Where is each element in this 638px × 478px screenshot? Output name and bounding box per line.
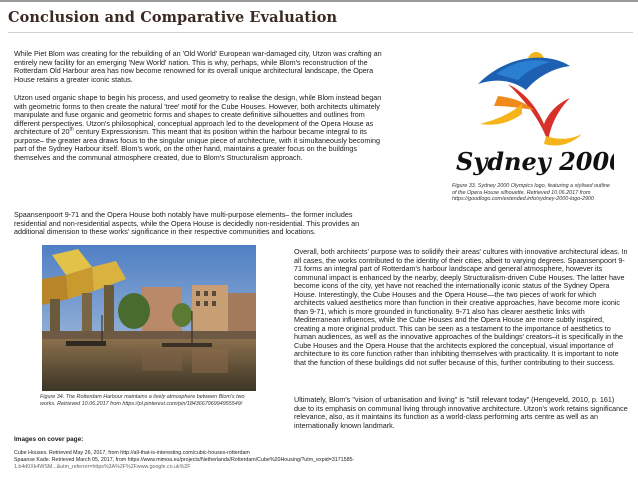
cover-image-reference: Cube Houses. Retrieved May 26, 2017, from http://all-that-is-interesting.com/cubic-houses-rotterdam [14,450,250,456]
paragraph-approach-text-cont: century Expressionism. This meant that its position within the harbour became integral to its purpose– the greater area draws focus to the singular unique piece of architecture, with it simultaneously becoming part of the Sydney Harbour itself. Blom's work, on the other hand, maintains a greater focus on the buildings themselves and the communal atmosphere created, due to Blom's Structuralism approach. [14,127,380,162]
rotterdam-harbour-photo [42,245,256,391]
paragraph-multipurpose: Spaansenpoort 9-71 and the Opera House both notably have multi-purpose elements– the former includes residential and non-residential aspects, while the Opera House is decidedly non-residential. This provides an additional dimension to these works' significance in their respective communities and locations. [14,210,360,236]
cover-image-reference: 1.b4d0Xk4WSM...&utm_referrer=https%3A%2F%2Fwww.google.co.uk%2F [14,464,191,470]
harbour-photo-graphic [42,245,256,391]
cover-images-heading: Images on cover page: [14,436,84,443]
heading-divider [8,32,633,33]
logo-wordmark: Sydney 2000 [456,147,614,176]
figure-33-caption: Figure 33. Sydney 2000 Olympics logo, featuring a stylised outline of the Opera House silhouette. Retrieved 10.06.2017 from https://goodlogo.com/extended.info/sydney-2000-logo-2900 [452,183,610,202]
paragraph-intro: While Piet Blom was creating for the rebuilding of an 'Old World' European war-damaged city, Utzon was crafting an entirely new facility for an emerging 'New World' nation. This is why, perhaps, while Blom's reconstruction of the Rotterdam Old Harbour area has now become renowned for its overall unique architectural landscape, the Opera House retains a greater iconic status. [14,49,382,84]
ordinal-suffix: th [69,126,74,133]
page-heading: Conclusion and Comparative Evaluation [8,9,338,26]
cover-image-reference: Spaanse Kade. Retrieved March 05, 2017, from https://www.mimoa.eu/projects/Netherlands/Rotterdam/Cube%20Housing/?utm_expid=3171585- [14,457,355,463]
logo-yellow-leg-2 [544,134,582,146]
paragraph-ultimately: Ultimately, Blom's "vision of urbanisation and living" is "still relevant today" (Hengeveld, 2010, p. 161) due to its emphasis on communal living through innovative architecture. Utzon's work retains significance relevance, also, as it maintains its function as a world-class performing arts centre as well as an internationally known landmark. [294,395,628,430]
figure-34-caption: Figure 34. The Rotterdam Harbour maintains a lively atmosphere between Blom's two works. Retrieved 10.06.2017 from https://pl.pinterest.com/pin/184366796994955549/ [40,394,245,407]
paragraph-approach-text: Utzon used organic shape to begin his process, and used geometry to realise the design, while Blom instead began with geometric forms to then create the natural 'tree' motif for the Cube Houses. However, both architects ultimately manipulate and fuse organic and geometric forms and shapes to create definitive silhouettes and outlines from different perspectives. Utzon's philosophical, conceptual approach led to the development of the Opera House as architecture of 20 [14,93,382,136]
paragraph-approach [14,94,386,162]
top-border [0,0,638,2]
paragraph-overall: Overall, both architects' purpose was to solidify their areas' cultures with innovative architectural ideas. In all cases, the works contributed to the identity of their cities, albeit to varying degrees. Spaansenpoort 9-71 forms an integral part of Rotterdam's harbour landscape and general atmosphere, however its communal impact is enhanced by the nearby, deeply Structuralism-driven Cube Houses. The latter have become icons of the city, yet have not reached the internationally iconic status of the Sydney Opera House. Interestingly, the Cube Houses and the Opera House—the two pieces of work for which architects valued aesthetics more than function in their creative approaches, have become more iconic than 9-71, which is more grounded in functionality. 9-71 also has clearer aesthetic links with Mediterranean influences, while the Cube Houses and the Opera House are more subtly inspired, creating a more original product. This can be seen as a testament to the importance of aesthetics to human audiences, as well as the innovative approaches of the buildings' creators–it is specifically in the Cube Houses and the Opera House that the architects explored the conceptual, visual importance of architecture to its core function rather than inhibiting themselves with practicality. It is important to note that the function of these buildings did not suffer because of this, further contributing to their success. [294,247,628,367]
sydney-2000-logo-graphic [438,44,614,180]
sydney-2000-logo [438,44,614,180]
